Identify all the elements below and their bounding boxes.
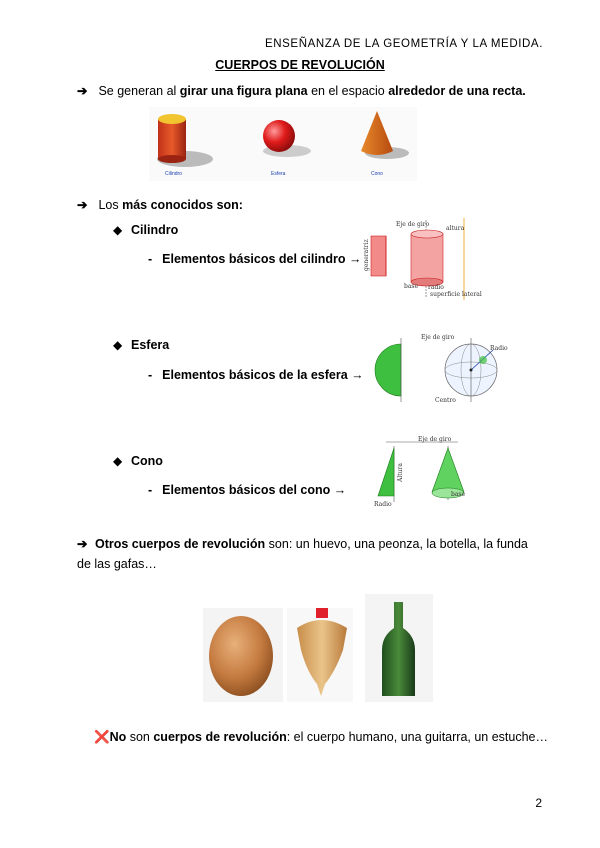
others-paragraph: ➔ Otros cuerpos de revolución son: un huevo, una peonza, la botella, la funda de las gafas…: [77, 534, 543, 574]
objects-image: [203, 594, 433, 704]
sphere-icon: [263, 120, 295, 152]
diamond-bullet-icon: ◆: [113, 454, 123, 468]
svg-text:base: base: [451, 491, 466, 498]
caption-cilindro: Cilindro: [165, 171, 182, 177]
intro-line: ➔ Se generan al girar una figura plana en el espacio alrededor de una recta.: [77, 81, 526, 101]
svg-text:altura: altura: [446, 225, 465, 232]
egg-icon: [209, 616, 273, 696]
arrow-icon: ➔: [77, 198, 88, 212]
caption-cono: Cono: [371, 171, 383, 177]
caption-esfera: Esfera: [271, 171, 286, 177]
desc-cilindro: - Elementos básicos del cilindro →: [148, 252, 362, 266]
svg-text:generatriz: generatriz: [363, 239, 370, 271]
not-line: ❌No son cuerpos de revolución: el cuerpo humano, una guitarra, un estuche…: [94, 730, 549, 744]
cone-diagram: [372, 436, 468, 514]
page-title: CUERPOS DE REVOLUCIÓN: [215, 58, 385, 72]
svg-text:radio: radio: [428, 284, 444, 291]
svg-text:Eje de giro: Eje de giro: [418, 436, 452, 443]
svg-text:Centro: Centro: [435, 397, 456, 404]
svg-text:superficie lateral: superficie lateral: [430, 291, 482, 298]
diamond-bullet-icon: ◆: [113, 338, 123, 352]
item-esfera: ◆ Esfera: [113, 335, 169, 355]
item-cilindro: ◆ Cilindro: [113, 220, 178, 240]
diamond-bullet-icon: ◆: [113, 223, 123, 237]
cross-mark-icon: ❌: [94, 730, 110, 744]
page-header: ENSEÑANZA DE LA GEOMETRÍA Y LA MEDIDA.: [264, 38, 543, 50]
cylinder-diagram: [363, 216, 482, 302]
desc-esfera: - Elementos básicos de la esfera →: [148, 368, 364, 382]
svg-text:base: base: [404, 283, 419, 290]
page-number: 2: [535, 796, 542, 810]
desc-cono: - Elementos básicos del cono →: [148, 483, 347, 497]
svg-text:Radio: Radio: [374, 501, 392, 508]
svg-text:Radio: Radio: [490, 345, 508, 352]
arrow-icon: ➔: [77, 537, 88, 551]
solids-image: [149, 107, 417, 181]
svg-text:Altura: Altura: [397, 463, 404, 482]
arrow-icon: ➔: [77, 84, 88, 98]
sphere-diagram: [373, 330, 511, 412]
cylinder-icon: [158, 119, 186, 159]
svg-text:Eje de giro: Eje de giro: [396, 221, 430, 228]
known-line: ➔ Los más conocidos son:: [77, 195, 243, 215]
svg-text:Eje de giro: Eje de giro: [421, 334, 455, 341]
item-cono: ◆ Cono: [113, 451, 163, 471]
